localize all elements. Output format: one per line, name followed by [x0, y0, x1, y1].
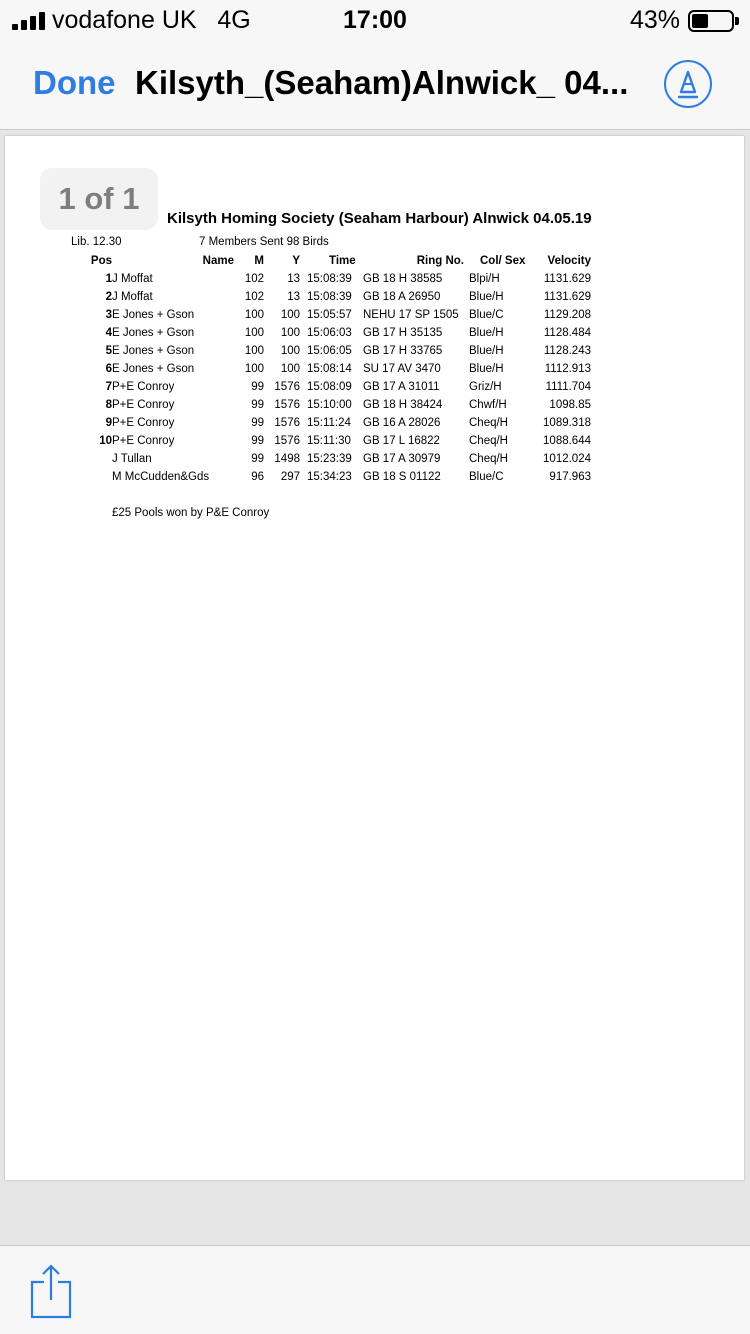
row-ring: NEHU 17 SP 1505 — [363, 309, 459, 321]
row-m: 99 — [251, 381, 264, 393]
row-col-sex: Blue/H — [469, 363, 504, 375]
row-col-sex: Cheq/H — [469, 417, 508, 429]
row-name: J Moffat — [112, 291, 153, 303]
row-m: 99 — [251, 399, 264, 411]
row-velocity: 1088.644 — [543, 435, 591, 447]
row-col-sex: Blue/H — [469, 327, 504, 339]
row-name: E Jones + Gson — [112, 309, 195, 321]
battery-percent: 43% — [629, 6, 680, 34]
done-button[interactable]: Done — [33, 64, 116, 101]
row-y: 297 — [280, 471, 300, 483]
row-y: 1576 — [274, 435, 300, 447]
document-title: Kilsyth_(Seaham)Alnwick_ 04... — [135, 64, 629, 101]
row-m: 102 — [244, 291, 264, 303]
row-y: 1576 — [274, 399, 300, 411]
header-y: Y — [292, 255, 300, 267]
members-sent: 7 Members Sent 98 Birds — [199, 236, 329, 248]
page-indicator: 1 of 1 — [40, 168, 158, 230]
row-pos: 6 — [105, 363, 112, 375]
row-velocity: 1128.484 — [543, 327, 591, 339]
row-ring: GB 17 H 35135 — [363, 327, 443, 339]
row-name: M McCudden&Gds — [112, 471, 210, 483]
row-velocity: 1131.629 — [543, 273, 591, 285]
row-name: E Jones + Gson — [112, 363, 195, 375]
row-time: 15:08:14 — [307, 363, 352, 375]
row-time: 15:34:23 — [307, 471, 352, 483]
row-name: E Jones + Gson — [112, 345, 195, 357]
header-col-sex: Col/ Sex — [480, 255, 526, 267]
liberation-time: Lib. 12.30 — [71, 236, 122, 248]
row-pos: 9 — [105, 417, 112, 429]
row-velocity: 1089.318 — [543, 417, 591, 429]
row-velocity: 1098.85 — [549, 399, 591, 411]
row-y: 1576 — [274, 381, 300, 393]
row-m: 100 — [244, 345, 264, 357]
row-ring: GB 17 A 30979 — [363, 453, 441, 465]
row-time: 15:23:39 — [307, 453, 352, 465]
row-pos: 7 — [105, 381, 112, 393]
row-y: 1576 — [274, 417, 300, 429]
row-time: 15:06:05 — [307, 345, 352, 357]
share-button[interactable] — [30, 1262, 74, 1322]
row-velocity: 1128.243 — [543, 345, 591, 357]
document-viewer[interactable] — [0, 131, 750, 1245]
header-velocity: Velocity — [547, 255, 591, 267]
row-ring: GB 17 A 31011 — [363, 381, 440, 393]
status-bar — [0, 0, 750, 40]
row-y: 100 — [280, 327, 300, 339]
row-velocity: 1012.024 — [543, 453, 591, 465]
row-time: 15:08:39 — [307, 273, 352, 285]
document-page — [5, 136, 744, 1180]
share-icon — [30, 1262, 74, 1322]
row-m: 99 — [251, 435, 264, 447]
row-ring: GB 18 H 38585 — [363, 273, 443, 285]
carrier-name: vodafone UK — [52, 6, 197, 34]
row-velocity: 1129.208 — [543, 309, 591, 321]
row-ring: GB 17 L 16822 — [363, 435, 440, 447]
row-ring: GB 18 A 26950 — [363, 291, 441, 303]
row-y: 100 — [280, 345, 300, 357]
row-y: 100 — [280, 363, 300, 375]
pools-note: £25 Pools won by P&E Conroy — [112, 507, 270, 519]
row-time: 15:08:09 — [307, 381, 352, 393]
row-ring: GB 17 H 33765 — [363, 345, 443, 357]
header-name: Name — [202, 255, 234, 267]
row-time: 15:05:57 — [307, 309, 352, 321]
row-m: 102 — [244, 273, 264, 285]
row-time: 15:11:24 — [307, 417, 351, 429]
row-m: 96 — [251, 471, 264, 483]
row-y: 13 — [287, 291, 300, 303]
row-name: P+E Conroy — [112, 417, 175, 429]
row-col-sex: Blue/H — [469, 291, 504, 303]
row-time: 15:08:39 — [307, 291, 352, 303]
row-col-sex: Blpi/H — [469, 273, 500, 285]
header-ring: Ring No. — [416, 255, 464, 267]
row-pos: 8 — [105, 399, 112, 411]
row-col-sex: Blue/C — [469, 309, 504, 321]
network-type: 4G — [217, 6, 251, 34]
row-ring: GB 18 H 38424 — [363, 399, 443, 411]
row-pos: 1 — [105, 273, 112, 285]
header-pos: Pos — [90, 255, 112, 267]
row-name: P+E Conroy — [112, 435, 175, 447]
row-time: 15:10:00 — [307, 399, 352, 411]
row-velocity: 1131.629 — [543, 291, 591, 303]
row-y: 100 — [280, 309, 300, 321]
nav-bar — [0, 40, 750, 130]
row-m: 99 — [251, 453, 264, 465]
row-velocity: 1112.913 — [544, 363, 591, 375]
row-y: 13 — [287, 273, 300, 285]
row-y: 1498 — [274, 453, 300, 465]
header-time: Time — [329, 255, 356, 267]
row-col-sex: Cheq/H — [469, 435, 508, 447]
row-m: 99 — [251, 417, 264, 429]
row-name: E Jones + Gson — [112, 327, 195, 339]
row-col-sex: Cheq/H — [469, 453, 508, 465]
row-col-sex: Blue/C — [469, 471, 504, 483]
markup-button[interactable] — [664, 60, 712, 108]
row-pos: 4 — [105, 327, 112, 339]
row-time: 15:11:30 — [307, 435, 351, 447]
row-m: 100 — [244, 309, 264, 321]
status-time: 17:00 — [343, 6, 407, 34]
row-col-sex: Blue/H — [469, 345, 504, 357]
row-velocity: 1111.704 — [545, 381, 591, 393]
row-col-sex: Chwf/H — [469, 399, 507, 411]
row-ring: GB 18 S 01122 — [363, 471, 441, 483]
markup-pen-icon — [675, 70, 701, 100]
row-name: J Tullan — [112, 453, 152, 465]
row-time: 15:06:03 — [307, 327, 352, 339]
row-name: J Moffat — [112, 273, 153, 285]
row-pos: 5 — [105, 345, 112, 357]
row-col-sex: Griz/H — [469, 381, 502, 393]
row-pos: 10 — [99, 435, 112, 447]
row-name: P+E Conroy — [112, 381, 175, 393]
row-velocity: 917.963 — [549, 471, 591, 483]
header-m: M — [254, 255, 264, 267]
row-m: 100 — [244, 327, 264, 339]
bottom-toolbar — [0, 1245, 750, 1334]
battery-icon — [688, 10, 734, 32]
row-ring: GB 16 A 28026 — [363, 417, 441, 429]
row-pos: 2 — [105, 291, 112, 303]
row-ring: SU 17 AV 3470 — [363, 363, 441, 375]
row-name: P+E Conroy — [112, 399, 175, 411]
row-pos: 3 — [105, 309, 112, 321]
row-m: 100 — [244, 363, 264, 375]
report-title: Kilsyth Homing Society (Seaham Harbour) Alnwick 04.05.19 — [167, 210, 592, 227]
